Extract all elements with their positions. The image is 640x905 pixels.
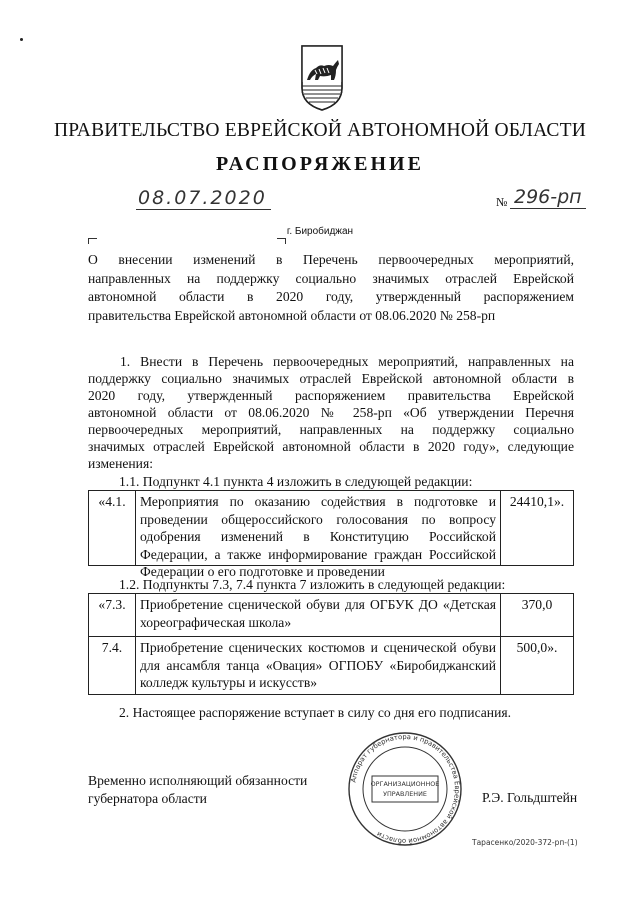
row-description: Приобретение сценических костюмов и сценической обуви для ансамбля танца «Овация» ОГПОБУ «Биробиджанский колледж культуры и искусств» — [136, 637, 501, 695]
item-1-paragraph — [88, 353, 574, 472]
item-1-line: значимых отраслей Еврейской автономной области в 2020 году», следующие — [88, 439, 574, 454]
subject-line: направленных на поддержку социально значимых отраслей Еврейской — [88, 270, 574, 286]
row-amount: 370,0 — [501, 594, 574, 637]
signatory-position-line: Временно исполняющий обязанности — [88, 773, 308, 788]
city-label: г. Биробиджан — [286, 226, 354, 237]
item-1-line: поддержку социально значимых отраслей Еврейской автономной области в — [88, 371, 574, 386]
stamp-ring-text: Аппарат губернатора и правительства Еврейской автономной области — [349, 732, 462, 846]
document-type-title: РАСПОРЯЖЕНИЕ — [216, 153, 424, 175]
table-row — [89, 491, 574, 566]
table-4-1 — [88, 490, 574, 579]
row-description: Приобретение сценической обуви для ОГБУК ДО «Детская хореографическая школа» — [136, 594, 501, 637]
subject-line: правительства Еврейской автономной области от 08.06.2020 № 258-рп — [88, 307, 496, 323]
scan-dot-mark — [20, 38, 23, 41]
row-amount: 500,0». — [501, 637, 574, 695]
signatory-name: Р.Э. Гольдштейн — [482, 790, 578, 805]
document-date: 08.07.2020 — [136, 187, 271, 210]
government-title: ПРАВИТЕЛЬСТВО ЕВРЕЙСКОЙ АВТОНОМНОЙ ОБЛАСТИ — [53, 120, 587, 141]
row-description — [136, 491, 501, 579]
footer-executor-code: Тарасенко/2020-372-рп-(1) — [472, 838, 578, 847]
stamp-center-line: УПРАВЛЕНИЕ — [383, 790, 427, 798]
row-number: 7.4. — [89, 637, 136, 695]
item-1-line: изменения: — [88, 456, 153, 471]
item-2-paragraph: 2. Настоящее распоряжение вступает в силу со дня его подписания. — [119, 705, 512, 720]
subitem-1-1: 1.1. Подпункт 4.1 пункта 4 изложить в следующей редакции: — [119, 474, 473, 489]
document-subject — [88, 251, 574, 325]
item-1-line: 2020 году, утвержденный распоряжением правительства Еврейской — [88, 388, 574, 403]
item-1-line: первоочередных мероприятий, направленных на поддержку социально — [88, 422, 574, 437]
subitem-1-2: 1.2. Подпункты 7.3, 7.4 пункта 7 изложить в следующей редакции: — [119, 577, 506, 592]
signatory-position-line: губернатора области — [88, 791, 207, 806]
item-1-line: автономной области от 08.06.2020 № 258-рп «Об утверждении Перечня — [88, 405, 574, 420]
row-number: «4.1. — [89, 491, 136, 566]
subject-bracket-left — [88, 238, 97, 244]
row-description-text: Мероприятия по оказанию содействия в подготовке и проведении общероссийского голосования по вопросу одобрения изменений в Конституцию Российской Федерации, а также информирование граждан Российской Федерации о его подготовке и проведении — [140, 494, 496, 579]
row-number: «7.3. — [89, 594, 136, 637]
signatory-position — [88, 772, 307, 808]
row-amount: 24410,1». — [501, 491, 574, 566]
item-1-line: 1. Внести в Перечень первоочередных мероприятий, направленных на — [120, 354, 574, 369]
table-7 — [88, 593, 574, 695]
table-row — [89, 637, 574, 695]
document-number: 296-рп — [510, 186, 586, 209]
subject-line: О внесении изменений в Перечень первоочередных мероприятий, — [88, 252, 574, 267]
subject-line: автономной области в 2020 году, утвержденный распоряжением — [88, 289, 574, 304]
coat-of-arms-emblem — [298, 40, 346, 112]
table-row — [89, 594, 574, 637]
official-stamp — [340, 730, 470, 848]
number-sign: № — [496, 195, 508, 209]
subject-bracket-right — [277, 238, 286, 244]
stamp-center-line: ОРГАНИЗАЦИОННОЕ — [370, 780, 440, 788]
